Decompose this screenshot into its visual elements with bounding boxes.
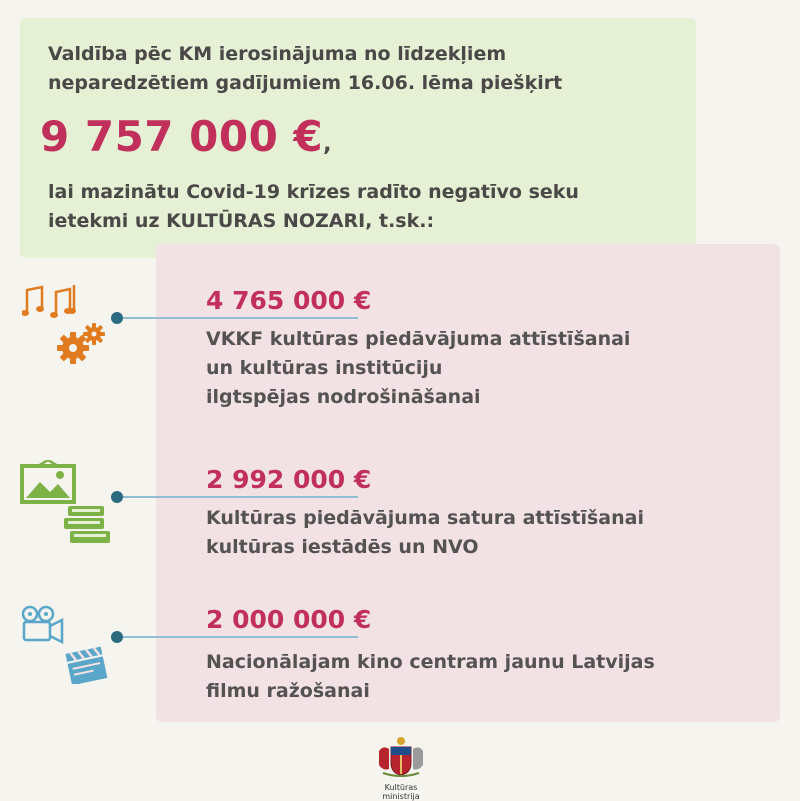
music-notes-icon	[22, 282, 80, 322]
intro-line-4: ietekmi uz KULTŪRAS NOZARI, t.sk.:	[48, 210, 435, 232]
description-line: un kultūras institūciju	[206, 357, 443, 379]
connector-dot-2	[111, 491, 123, 503]
connector-line-3	[118, 636, 358, 638]
description-line: VKKF kultūras piedāvājuma attīstīšanai	[206, 328, 631, 350]
clapperboard-icon	[64, 644, 108, 684]
intro-line-3: lai mazinātu Covid-19 krīzes radīto negatīvo seku	[48, 181, 579, 203]
intro-line-2: neparedzētiem gadījumiem 16.06. lēma piešķirt	[48, 72, 563, 94]
connector-line-2	[118, 496, 358, 498]
picture-frame-icon	[20, 460, 76, 504]
description-line: Nacionālajam kino centram jaunu Latvijas	[206, 651, 655, 673]
gears-icon	[56, 322, 106, 364]
total-amount-value: 9 757 000 €	[40, 112, 324, 161]
description-line: kultūras iestādēs un NVO	[206, 536, 479, 558]
allocation-amount-3: 2 000 000 €	[206, 605, 372, 634]
intro-line-1: Valdība pēc KM ierosinājuma no līdzekļiem	[48, 43, 507, 65]
connector-dot-3	[111, 631, 123, 643]
connector-line-1	[118, 317, 358, 319]
description-line: ilgtspējas nodrošināšanai	[206, 386, 481, 408]
books-icon	[62, 504, 114, 546]
film-camera-icon	[20, 604, 64, 644]
allocation-amount-1: 4 765 000 €	[206, 286, 372, 315]
allocation-description-3	[206, 648, 726, 706]
intro-text	[48, 40, 668, 98]
intro-text-2	[48, 178, 668, 236]
ministry-name: Kultūras ministrija	[382, 783, 420, 801]
ministry-logo	[366, 735, 436, 801]
allocation-amount-2: 2 992 000 €	[206, 465, 372, 494]
connector-dot-1	[111, 312, 123, 324]
description-line: Kultūras piedāvājuma satura attīstīšanai	[206, 507, 644, 529]
allocation-description-1	[206, 325, 726, 412]
allocation-description-2	[206, 504, 726, 562]
total-amount	[40, 112, 332, 161]
total-amount-comma: ,	[323, 132, 333, 157]
coat-of-arms-icon	[375, 735, 427, 777]
description-line: filmu ražošanai	[206, 680, 370, 702]
